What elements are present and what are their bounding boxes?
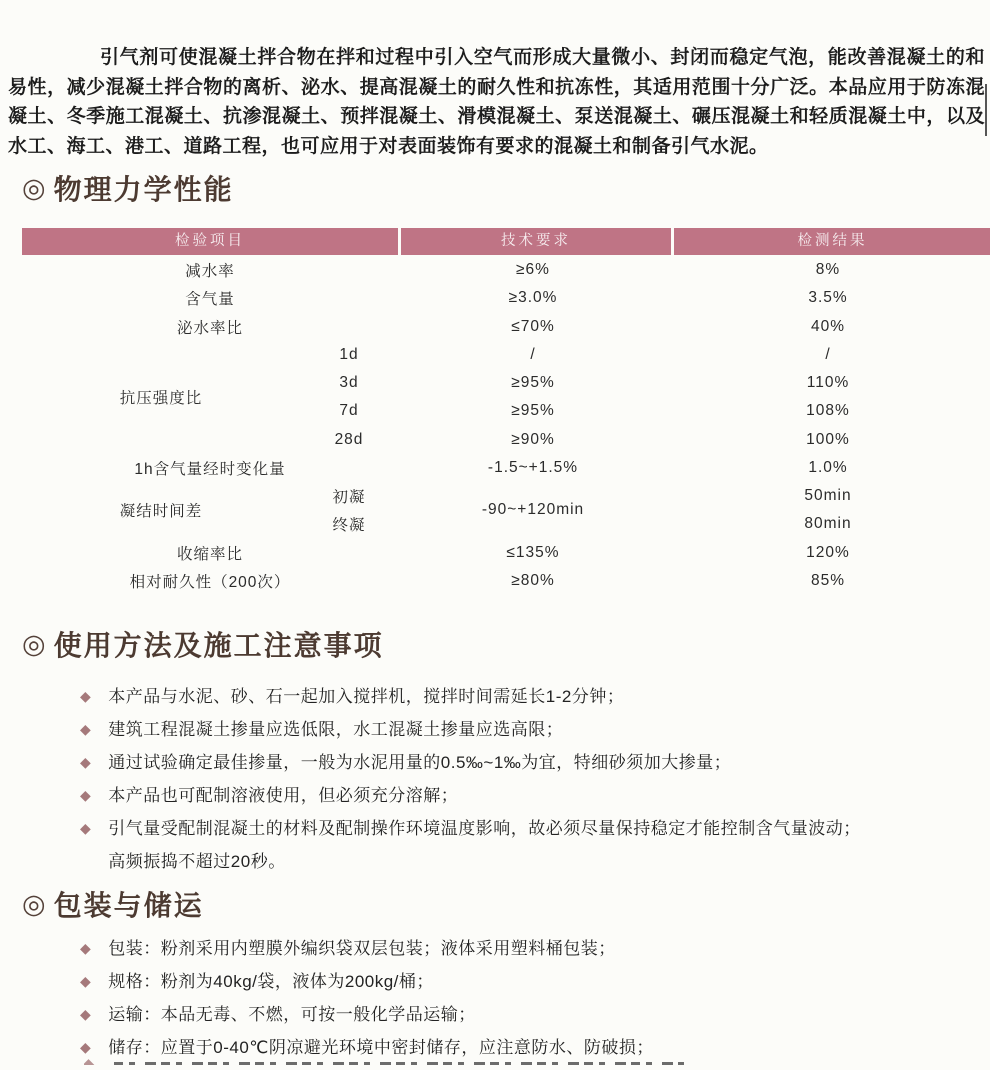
- diamond-bullet-icon: ◆: [80, 1039, 92, 1055]
- bullet-text: 引气量受配制混凝土的材料及配制操作环境温度影响，故必须尽量保持稳定才能控制含气量波动；: [108, 819, 861, 838]
- table-header-item: 检验项目: [22, 228, 398, 255]
- list-item: [80, 785, 975, 806]
- table-header-row: [22, 228, 988, 255]
- performance-table: [22, 228, 988, 595]
- section-title-text: 物理力学性能: [53, 174, 234, 205]
- section-title-usage-instructions: [22, 624, 384, 664]
- list-item: [80, 938, 975, 959]
- bullet-text: 通过试验确定最佳掺量，一般为水泥用量的0.5‰~1‰为宜，特细砂须加大掺量；: [108, 753, 732, 772]
- bullet-text: 本产品也可配制溶液使用，但必须充分溶解；: [108, 786, 459, 805]
- list-item: [80, 971, 975, 992]
- bullet-text: 建筑工程混凝土掺量应选低限，水工混凝土掺量应选高限；: [108, 720, 564, 739]
- intro-paragraph: 引气剂可使混凝土拌合物在拌和过程中引入空气而形成大量微小、封闭而稳定气泡，能改善混凝土的和易性，减少混凝土拌合物的离析、泌水、提高混凝土的耐久性和抗冻性，其适用范围十分广泛。本品应用于防冻混凝土、冬季施工混凝土、抗渗混凝土、预拌混凝土、滑模混凝土、泵送混凝土、碾压混凝土和轻质混凝土中，以及水工、海工、港工、道路工程，也可应用于对表面装饰有要求的混凝土和制备引气水泥。: [8, 47, 985, 157]
- table-cell-requirement: ≥90%: [511, 430, 555, 448]
- bullet-text: 运输：本品无毒、不燃，可按一般化学品运输；: [108, 1005, 476, 1024]
- diamond-bullet-icon: [84, 1059, 95, 1065]
- diamond-bullet-icon: ◆: [80, 1006, 92, 1022]
- table-cell-requirement: ≥3.0%: [508, 289, 558, 307]
- table-header-requirement: 技术要求: [401, 228, 671, 255]
- diamond-bullet-icon: ◆: [80, 721, 92, 737]
- section-title-packaging-storage: [22, 884, 204, 924]
- table-cell-age: 3d: [339, 374, 359, 392]
- table-cell-item: 1h含气量经时变化量: [134, 460, 286, 478]
- table-cell-result: /: [825, 345, 831, 363]
- table-cell-result: 100%: [806, 430, 850, 448]
- bullet-text: 规格：粉剂为40kg/袋，液体为200kg/桶；: [108, 972, 434, 991]
- table-cell-item: 含气量: [185, 291, 235, 309]
- table-cell-requirement: -90~+120min: [481, 501, 585, 519]
- table-cell-result: 8%: [815, 261, 841, 279]
- diamond-bullet-icon: ◆: [80, 754, 92, 770]
- table-cell-result: 108%: [806, 402, 850, 420]
- table-cell-age: 7d: [339, 402, 359, 420]
- table-cell-item: 减水率: [185, 263, 235, 281]
- table-cell-requirement: ≥80%: [511, 571, 555, 589]
- table-cell-item: 相对耐久性（200次）: [129, 573, 291, 591]
- bullet-text: 包装：粉剂采用内塑膜外编织袋双层包装；液体采用塑料桶包装；: [108, 939, 616, 958]
- table-cell-phase: 终凝: [332, 517, 366, 535]
- table-group-label-strength: 抗压强度比: [119, 390, 203, 408]
- table-cell-result: 85%: [810, 571, 846, 589]
- section-marker-icon: ◎: [22, 628, 48, 659]
- section-title-text: 使用方法及施工注意事项: [53, 630, 384, 661]
- section-marker-icon: ◎: [22, 888, 48, 919]
- bullet-text: 本产品与水泥、砂、石一起加入搅拌机，搅拌时间需延长1-2分钟；: [108, 687, 625, 706]
- bullet-text: 储存：应置于0-40℃阴凉避光环境中密封储存，应注意防水、防破损；: [108, 1038, 654, 1057]
- table-group-label-setting-time: 凝结时间差: [119, 503, 203, 521]
- table-cell-result: 110%: [806, 374, 850, 392]
- table-cell-phase: 初凝: [332, 489, 366, 507]
- table-cell-requirement: ≥95%: [511, 374, 555, 392]
- table-cell-requirement: ≥6%: [516, 261, 550, 279]
- table-body: [22, 256, 988, 595]
- list-item: [80, 686, 975, 707]
- packaging-bullet-list: [80, 938, 975, 1070]
- list-item: [80, 752, 975, 773]
- diamond-bullet-icon: ◆: [80, 688, 92, 704]
- diamond-bullet-icon: ◆: [80, 940, 92, 956]
- table-cell-age: 1d: [339, 345, 359, 363]
- table-cell-item: 泌水率比: [176, 319, 243, 337]
- bullet-text: 高频振捣不超过20秒。: [108, 852, 286, 871]
- table-cell-result: 120%: [806, 543, 850, 561]
- list-item: [80, 1004, 975, 1025]
- table-cell-requirement: ≤135%: [506, 543, 560, 561]
- table-cell-requirement: /: [530, 345, 536, 363]
- list-item-continuation: [80, 851, 975, 872]
- diamond-bullet-icon: ◆: [80, 973, 92, 989]
- table-cell-requirement: -1.5~+1.5%: [487, 458, 579, 476]
- list-item: [80, 719, 975, 740]
- list-item: [80, 1037, 975, 1058]
- table-cell-result: 50min: [804, 487, 852, 505]
- section-marker-icon: ◎: [22, 172, 48, 203]
- table-cell-requirement: ≤70%: [511, 317, 555, 335]
- table-cell-result: 1.0%: [808, 458, 848, 476]
- table-cell-result: 80min: [804, 515, 852, 533]
- table-cell-requirement: ≥95%: [511, 402, 555, 420]
- table-cell-age: 28d: [334, 430, 364, 448]
- diamond-bullet-icon: ◆: [80, 787, 92, 803]
- table-header-result: 检测结果: [674, 228, 990, 255]
- table-cell-result: 3.5%: [808, 289, 848, 307]
- scan-edge-artifact: [985, 84, 987, 136]
- section-title-physical-properties: [22, 168, 234, 208]
- section-title-text: 包装与储运: [53, 890, 204, 921]
- table-cell-result: 40%: [810, 317, 846, 335]
- diamond-bullet-icon: ◆: [80, 820, 92, 836]
- list-item: [80, 818, 975, 839]
- table-cell-item: 收缩率比: [176, 545, 243, 563]
- clipped-bottom-text-row: [84, 1056, 684, 1065]
- usage-bullet-list: [80, 686, 975, 884]
